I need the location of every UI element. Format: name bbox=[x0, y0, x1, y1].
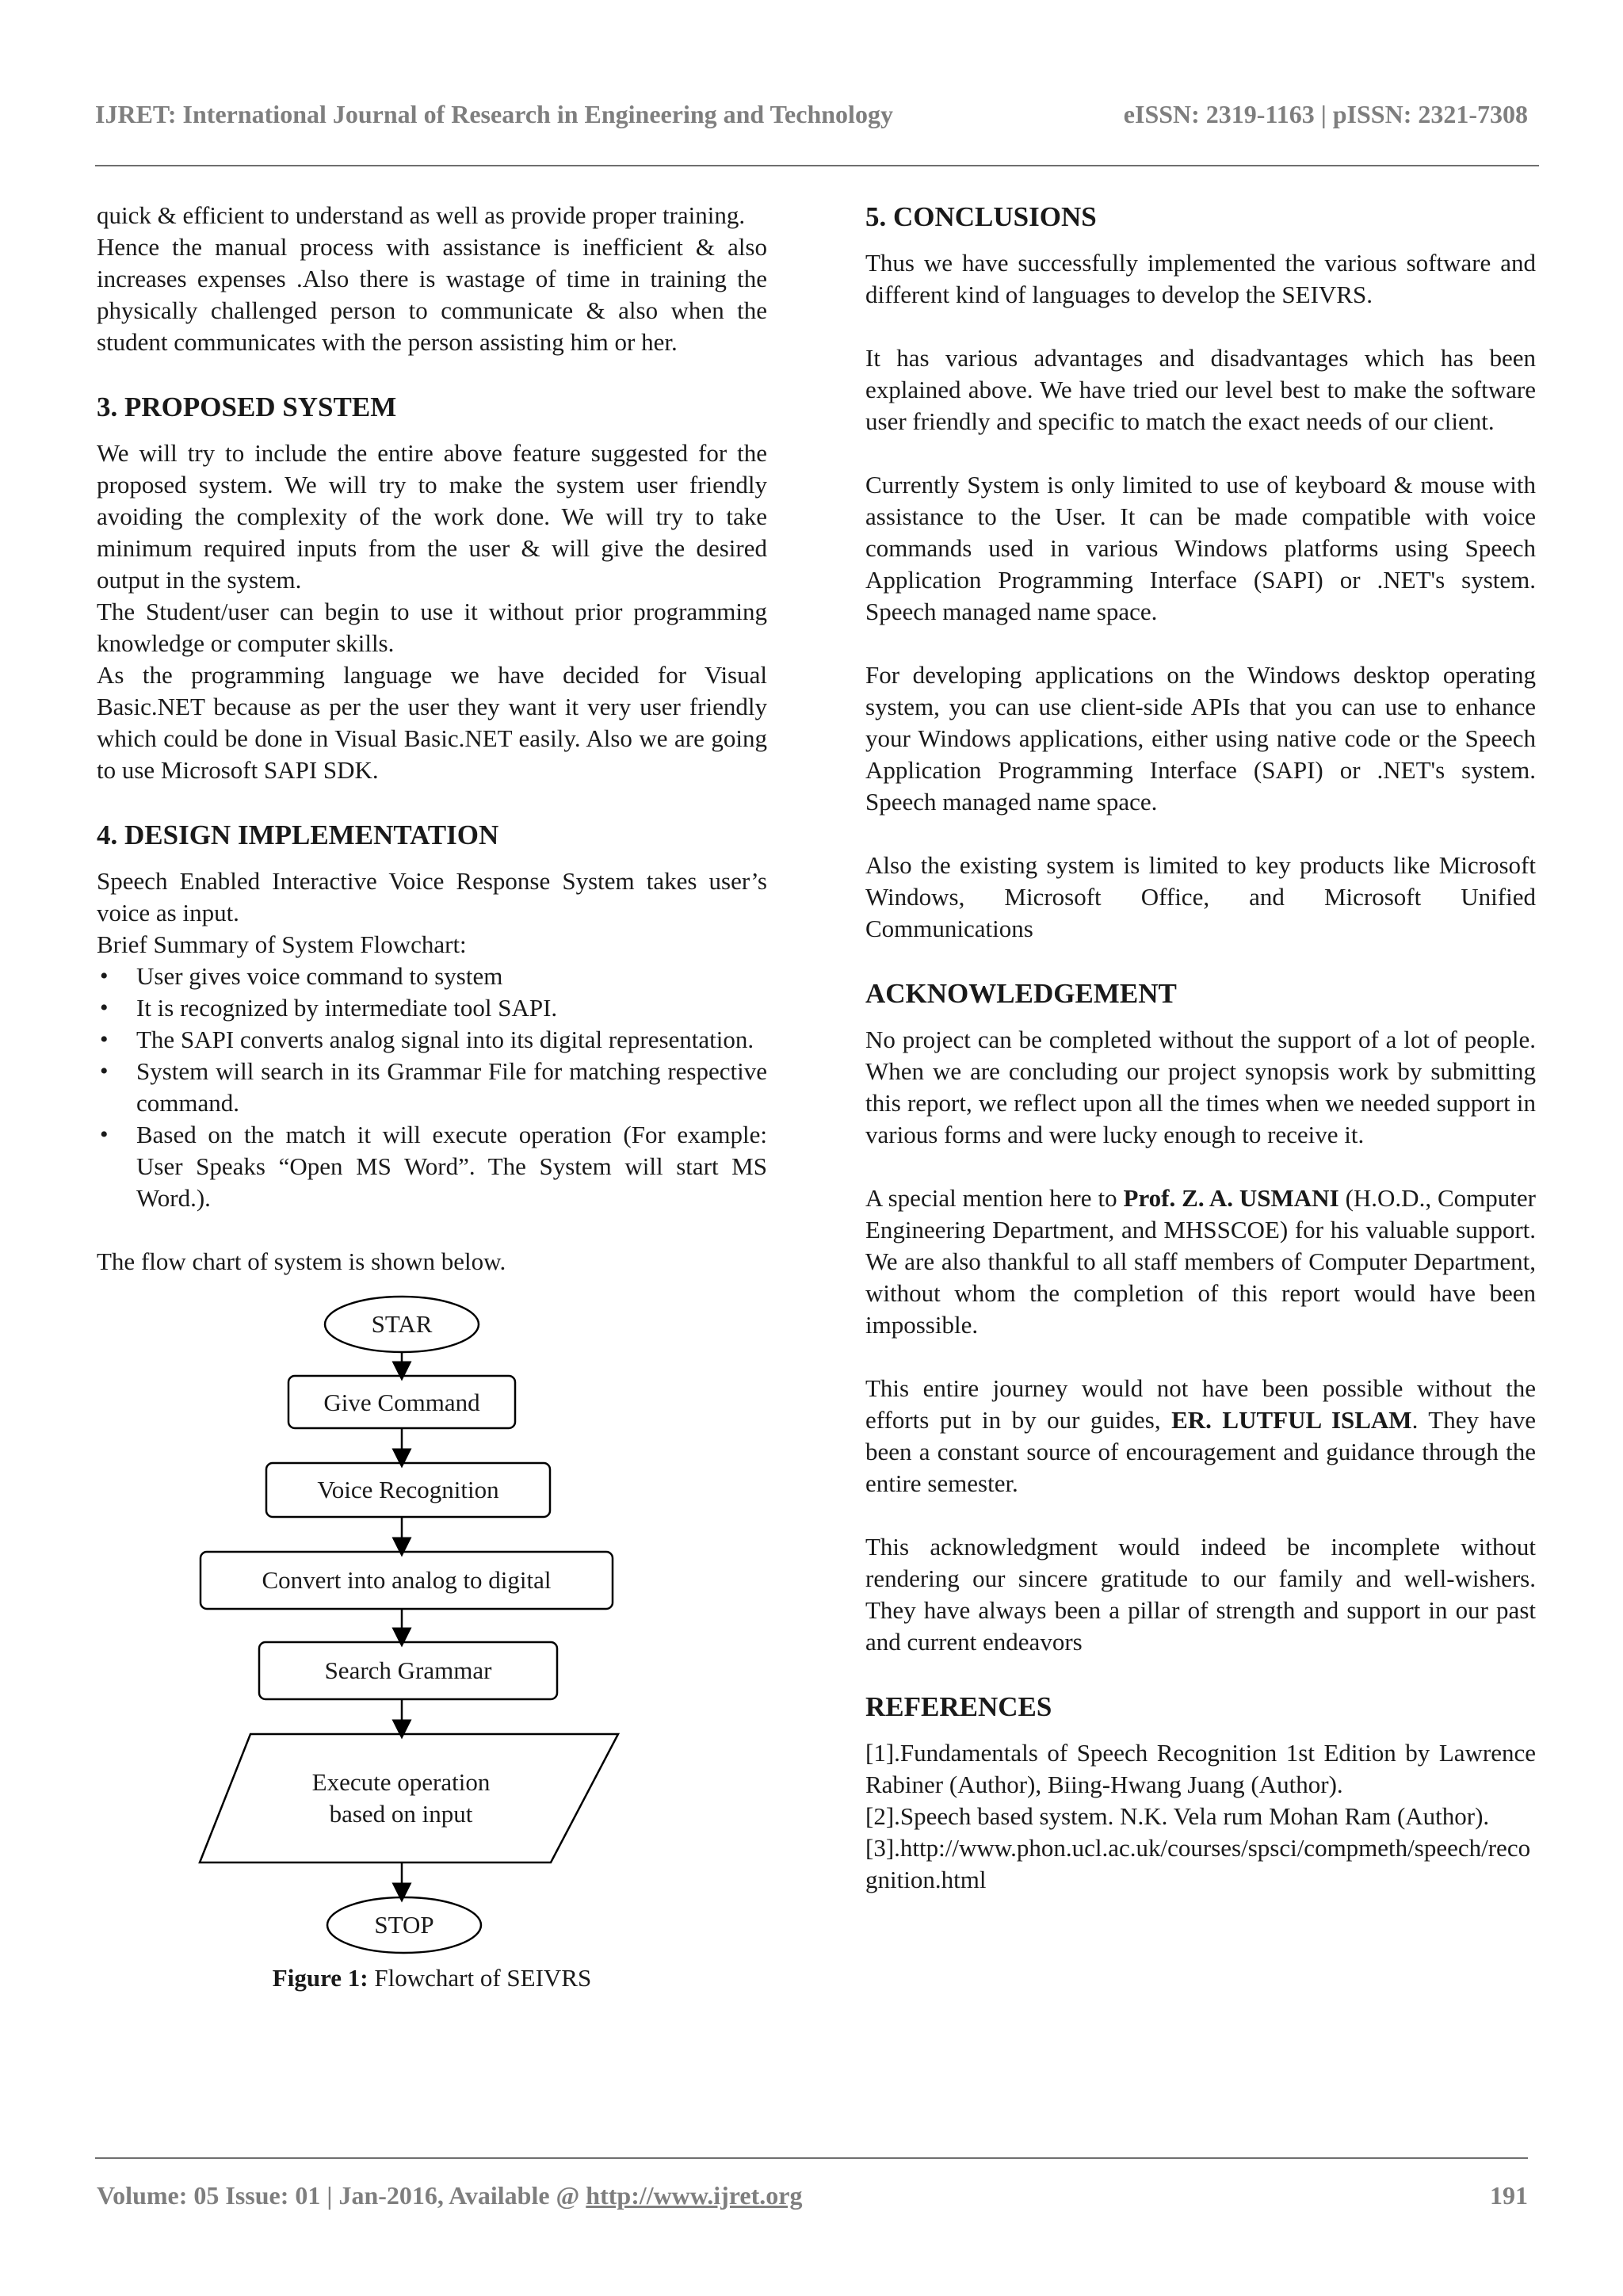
list-item: • User gives voice command to system bbox=[97, 961, 767, 992]
bullet-icon: • bbox=[100, 1058, 109, 1084]
guide-name: ER. LUTFUL ISLAM bbox=[1171, 1406, 1412, 1434]
list-item: • The SAPI converts analog signal into its digital representation. bbox=[97, 1024, 767, 1056]
left-column bbox=[97, 200, 767, 1992]
section-5-paragraph-5: Also the existing system is limited to key products like Microsoft Windows, Microsoft Office, and Microsoft Unified Communications bbox=[865, 851, 1536, 942]
list-item: • System will search in its Grammar File for matching respective command. bbox=[100, 1057, 767, 1117]
running-header bbox=[95, 100, 1528, 132]
flow-start-label: STAR bbox=[371, 1310, 433, 1338]
acknowledgement-paragraph-4: This acknowledgment would indeed be incomplete without rendering our sincere gratitude to our family and well-wishers. They have always been a pillar of strength and support in our past and current endeavors bbox=[865, 1533, 1536, 1656]
section-5-heading: 5. CONCLUSIONS bbox=[865, 201, 1097, 232]
bullet-icon: • bbox=[100, 1026, 109, 1052]
flow-step-3-label: Convert into analog to digital bbox=[262, 1566, 552, 1594]
section-5-paragraph-2: It has various advantages and disadvantages which has been explained above. We have tried our level best to make the software user friendly and specific to match the exact needs of our client. bbox=[865, 344, 1536, 435]
section-4-paragraph-2: Brief Summary of System Flowchart: bbox=[97, 930, 467, 958]
acknowledgement-heading: ACKNOWLEDGEMENT bbox=[865, 978, 1177, 1009]
bullet-icon: • bbox=[100, 995, 109, 1021]
section-4-paragraph-3: The flow chart of system is shown below. bbox=[97, 1247, 506, 1275]
section-3-paragraph-3: As the programming language we have decided for Visual Basic.NET because as per the user they want it very user friendly which could be done in Visual Basic.NET easily. Also we are going to use Microsoft SAPI SDK. bbox=[97, 661, 767, 784]
footer-volume: Volume: 05 Issue: 01 | Jan-2016, Available @ http://www.ijret.org bbox=[97, 2181, 803, 2210]
section-3-paragraph-2: The Student/user can begin to use it without prior programming knowledge or computer skills. bbox=[97, 598, 767, 657]
reference-item: [3].http://www.phon.ucl.ac.uk/courses/spsci/compmeth/speech/recognition.html bbox=[865, 1834, 1531, 1893]
flow-step-4-label: Search Grammar bbox=[324, 1656, 492, 1684]
intro-paragraph-2: Hence the manual process with assistance is inefficient & also increases expenses .Also there is wastage of time in training the physically challenged person to communicate & also when the student communicates with the person assisting him or her. bbox=[97, 233, 767, 356]
figure-caption-text: Flowchart of SEIVRS bbox=[368, 1964, 592, 1992]
flow-step-5-label-line-2: based on input bbox=[329, 1800, 473, 1828]
section-3-paragraph-1: We will try to include the entire above feature suggested for the proposed system. We will try to make the system user friendly avoiding the complexity of the work done. We will try to take minimum required inputs from the user & will give the desired output in the system. bbox=[97, 439, 767, 594]
bullet-icon: • bbox=[100, 963, 109, 989]
flowchart-figure bbox=[97, 1295, 767, 1992]
flow-stop-label: STOP bbox=[374, 1911, 434, 1939]
section-5-paragraph-3: Currently System is only limited to use of keyboard & mouse with assistance to the User. It can be made compatible with voice commands used in various Windows platforms using Speech Application Programming Interface (SAPI) or .NET's system. Speech managed name space. bbox=[865, 471, 1536, 625]
right-column bbox=[865, 200, 1536, 1896]
section-4-heading: 4. DESIGN IMPLEMENTATION bbox=[97, 819, 499, 850]
journal-title: IJRET: International Journal of Research in Engineering and Technology bbox=[95, 100, 893, 128]
bullet-icon: • bbox=[100, 1121, 109, 1148]
reference-item: [1].Fundamentals of Speech Recognition 1st Edition by Lawrence Rabiner (Author), Biing-Hwang Juang (Author). bbox=[865, 1739, 1536, 1798]
header-rule bbox=[95, 165, 1539, 166]
section-4-paragraph-1: Speech Enabled Interactive Voice Response System takes user’s voice as input. bbox=[97, 867, 767, 926]
flowchart-summary-list bbox=[97, 961, 767, 1214]
section-5-paragraph-4: For developing applications on the Windows desktop operating system, you can use client-side APIs that you can use to enhance your Windows applications, either using native code or the Speech Application Programming Interface (SAPI) or .NET's system. Speech managed name space. bbox=[865, 661, 1536, 816]
section-3-heading: 3. PROPOSED SYSTEM bbox=[97, 392, 397, 422]
hod-name: Prof. Z. A. USMANI bbox=[1123, 1184, 1339, 1212]
acknowledgement-paragraph-3: This entire journey would not have been possible without the efforts put in by our guides, ER. LUTFUL ISLAM. They have been a constant source of encouragement and guidance through the entire semester. bbox=[865, 1374, 1536, 1497]
footer-rule bbox=[95, 2157, 1528, 2159]
list-item: • It is recognized by intermediate tool SAPI. bbox=[97, 992, 767, 1024]
section-5-paragraph-1: Thus we have successfully implemented the various software and different kind of languages to develop the SEIVRS. bbox=[865, 249, 1536, 308]
flow-step-2-label: Voice Recognition bbox=[317, 1476, 499, 1503]
flow-step-1-label: Give Command bbox=[323, 1389, 480, 1416]
figure-label: Figure 1: bbox=[272, 1964, 369, 1992]
flow-step-5-label-line-1: Execute operation bbox=[311, 1768, 491, 1796]
references-heading: REFERENCES bbox=[865, 1691, 1052, 1722]
issn-info: eISSN: 2319-1163 | pISSN: 2321-7308 bbox=[1123, 100, 1528, 128]
figure-caption bbox=[97, 1962, 767, 1994]
reference-item: [2].Speech based system. N.K. Vela rum Mohan Ram (Author). bbox=[865, 1802, 1490, 1830]
intro-paragraph-1: quick & efficient to understand as well as provide proper training. bbox=[97, 201, 746, 229]
list-item: • Based on the match it will execute operation (For example: User Speaks “Open MS Word”. The System will start MS Word.). bbox=[100, 1121, 767, 1212]
acknowledgement-paragraph-2: A special mention here to Prof. Z. A. USMANI (H.O.D., Computer Engineering Department, and MHSSCOE) for his valuable support. We are also thankful to all staff members of Computer Department, without whom the completion of this report would have been impossible. bbox=[865, 1184, 1536, 1339]
journal-url-link[interactable]: http://www.ijret.org bbox=[586, 2181, 803, 2210]
page-number: 191 bbox=[1490, 2181, 1528, 2210]
acknowledgement-paragraph-1: No project can be completed without the support of a lot of people. When we are concluding our project synopsis work by submitting this report, we reflect upon all the times when we needed support in various forms and were lucky enough to receive it. bbox=[865, 1026, 1536, 1148]
